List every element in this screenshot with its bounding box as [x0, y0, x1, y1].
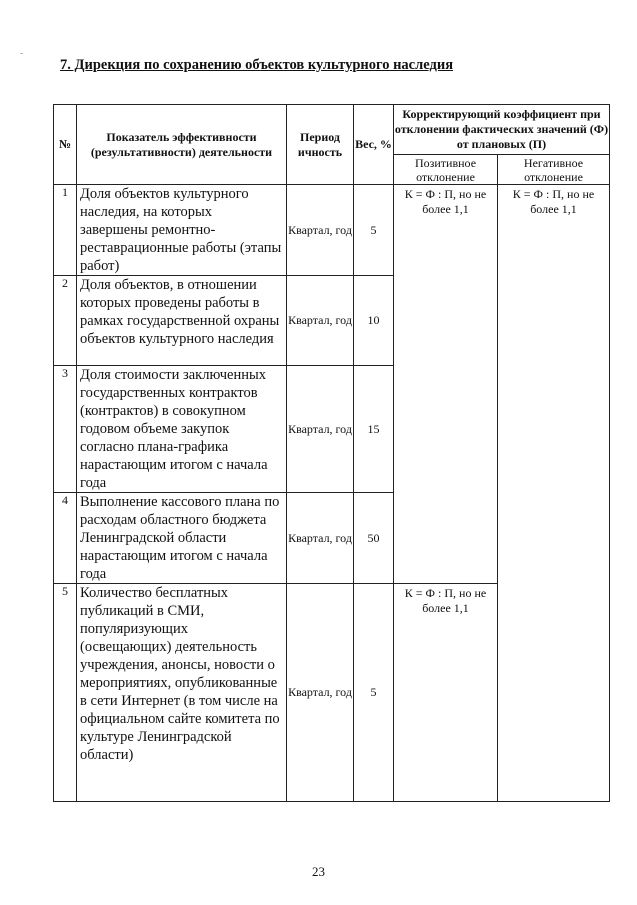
row-period: Квартал, год: [287, 584, 354, 802]
header-coefficient: Корректирующий коэффициент при отклонении фактических значений (Ф) от плановых (П): [394, 105, 610, 155]
row-period: Квартал, год: [287, 493, 354, 584]
coef-negative-group1: К = Ф : П, но не более 1,1: [498, 185, 610, 802]
header-row: [54, 105, 610, 155]
page-number: 23: [312, 864, 325, 879]
header-weight: Вес, %: [354, 105, 394, 185]
row-weight: 5: [354, 185, 394, 276]
header-num: №: [54, 105, 77, 185]
row-num: 4: [54, 493, 77, 584]
row-period: Квартал, год: [287, 276, 354, 366]
row-indicator: Количество бесплатных публикаций в СМИ, популяризующих (освещающих) деятельность учреждения, анонсы, новости о мероприятиях, опубликованные в сети Интернет (в том числе на официальном сайте комитета по культуре Ленинградской области): [77, 584, 287, 802]
row-indicator: Доля объектов, в отношении которых проведены работы в рамках государственной охраны объектов культурного наследия: [77, 276, 287, 366]
coef-positive-group2: К = Ф : П, но не более 1,1: [394, 584, 498, 802]
row-weight: 10: [354, 276, 394, 366]
row-indicator: Доля объектов культурного наследия, на которых завершены ремонтно-реставрационные работы (этапы работ): [77, 185, 287, 276]
row-weight: 5: [354, 584, 394, 802]
row-num: 5: [54, 584, 77, 802]
row-indicator: Выполнение кассового плана по расходам областного бюджета Ленинградской области нарастающим итогом с начала года: [77, 493, 287, 584]
side-mark: -: [20, 48, 24, 59]
row-num: 1: [54, 185, 77, 276]
table-row: [54, 185, 610, 276]
row-num: 2: [54, 276, 77, 366]
row-period: Квартал, год: [287, 185, 354, 276]
row-period: Квартал, год: [287, 366, 354, 493]
row-weight: 50: [354, 493, 394, 584]
row-weight: 15: [354, 366, 394, 493]
coef-positive-group1: К = Ф : П, но не более 1,1: [394, 185, 498, 584]
row-num: 3: [54, 366, 77, 493]
section-title: 7. Дирекция по сохранению объектов культурного наследия: [60, 57, 454, 73]
header-indicator: Показатель эффективности (результативности) деятельности: [77, 105, 287, 185]
header-negative: Негативное отклонение: [498, 155, 610, 185]
row-indicator: Доля стоимости заключенных государственных контрактов (контрактов) в совокупном годовом объеме закупок согласно плана-графика нарастающим итогом с начала года: [77, 366, 287, 493]
performance-table: [53, 104, 610, 802]
header-positive: Позитивное отклонение: [394, 155, 498, 185]
header-period: Период ичность: [287, 105, 354, 185]
